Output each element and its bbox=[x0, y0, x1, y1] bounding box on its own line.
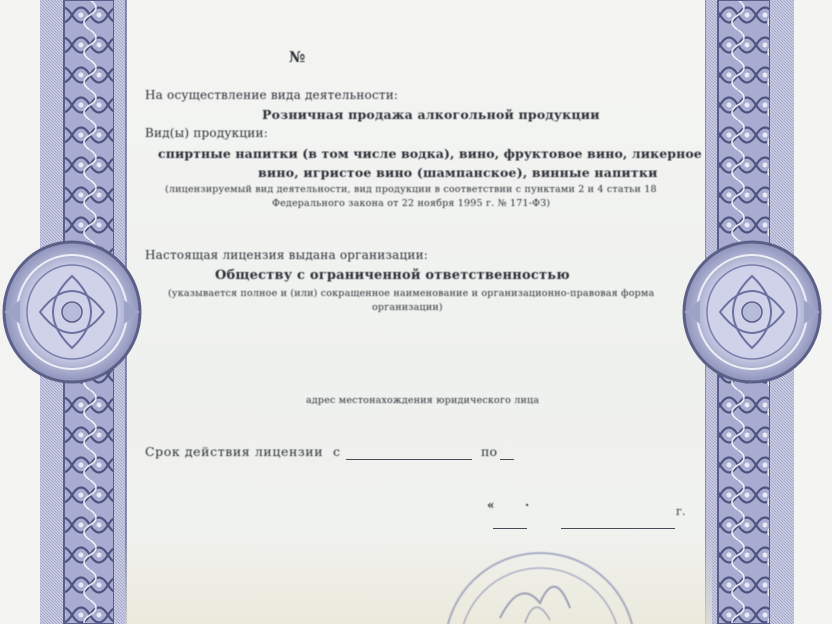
issued-to-label: Настоящая лицензия выдана организации: bbox=[145, 248, 429, 262]
day-line bbox=[493, 528, 527, 529]
validity-to: по bbox=[481, 444, 498, 459]
products-note-2: Федерального закона от 22 ноября 1995 г. № 171-ФЗ) bbox=[272, 198, 551, 209]
month-line bbox=[561, 528, 675, 529]
products-note-1: (лицензируемый вид деятельности, вид продукции в соответствии с пунктами 2 и 4 статьи 18 bbox=[165, 184, 657, 195]
license-number-label: № bbox=[289, 48, 306, 66]
year-suffix: г. bbox=[676, 505, 686, 518]
seal-stamp-icon bbox=[440, 548, 640, 624]
right-medallion bbox=[684, 242, 820, 382]
validity-from: с bbox=[333, 444, 341, 459]
left-medallion bbox=[4, 242, 140, 382]
organization-note-2: организации) bbox=[372, 302, 443, 313]
signature-dot: · bbox=[525, 498, 530, 512]
products-line-1: спиртные напитки (в том числе водка), вино, фруктовое вино, ликерное bbox=[158, 146, 702, 161]
organization-name: Обществу с ограниченной ответственностью bbox=[215, 268, 570, 283]
validity-label: Срок действия лицензии bbox=[145, 444, 324, 459]
activity-name: Розничная продажа алкогольной продукции bbox=[262, 107, 600, 122]
signature-quote: « bbox=[487, 498, 495, 512]
validity-to-line bbox=[500, 459, 514, 460]
activity-intro: На осуществление вида деятельности: bbox=[145, 88, 399, 102]
validity-from-line bbox=[346, 459, 472, 460]
address-label: адрес местонахождения юридического лица bbox=[306, 395, 540, 406]
products-line-2: вино, игристое вино (шампанское), винные напитки bbox=[258, 165, 658, 180]
organization-note-1: (указывается полное и (или) сокращенное наименование и организационно-правовая форма bbox=[168, 288, 655, 299]
product-types-label: Вид(ы) продукции: bbox=[145, 126, 268, 140]
